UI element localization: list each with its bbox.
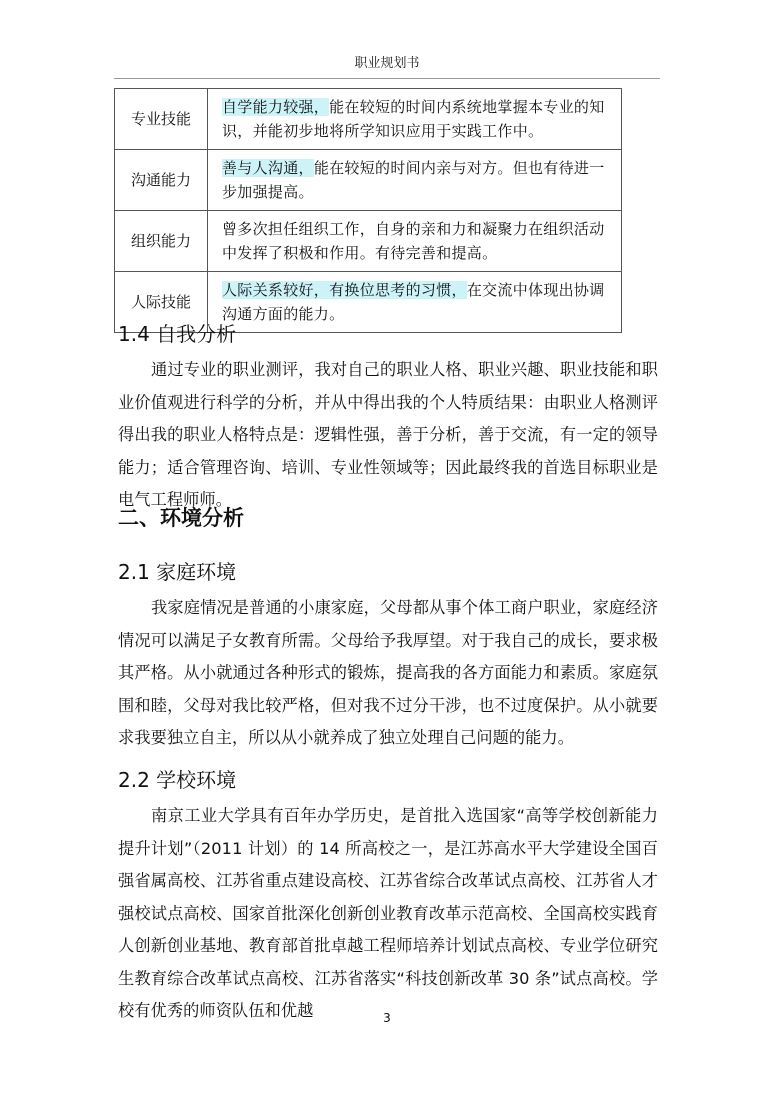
paragraph-school-environment: 南京工业大学具有百年办学历史，是首批入选国家“高等学校创新能力提升计划”（2011 计划）的 14 所高校之一，是江苏高水平大学建设全国百强省属高校、江苏省重点建设高校、江苏省综合改革试点高校、江苏省人才强校试点高校、国家首批深化创新创业教育改革示范高校、全国高校实践育人创新创业基地、教育部首批卓越工程师培养计划试点高校、专业学位研究生教育综合改革试点高校、江苏省落实“科技创新改革 30 条”试点高校。学校有优秀的师资队伍和优越 — [118, 806, 658, 1020]
page-number: 3 — [383, 1011, 391, 1025]
row-text: 能在较短的时间内亲与对方。但也有待进一步加强提高。 — [222, 159, 605, 201]
section-heading-2-2: 2.2 学校环境 — [118, 768, 237, 792]
row-description — [208, 211, 622, 272]
paragraph-self-analysis: 通过专业的职业测评，我对自己的职业人格、职业兴趣、职业技能和职业价值观进行科学的分析，并从中得出我的个人特质结果：由职业人格测评得出我的职业人格特点是：逻辑性强，善于分析，善于交流，有一定的领导能力；适合管理咨询、培训、专业性领域等；因此最终我的首选目标职业是电气工程师师。 — [118, 360, 658, 509]
table-row — [115, 89, 622, 150]
section-heading-1-4: 1.4 自我分析 — [118, 322, 237, 346]
section-heading-2-1: 2.1 家庭环境 — [118, 560, 237, 584]
row-label: 组织能力 — [115, 211, 208, 272]
row-description — [208, 150, 622, 211]
row-label: 人际技能 — [115, 272, 208, 333]
running-header: 职业规划书 — [354, 56, 420, 71]
paragraph-family-environment: 我家庭情况是普通的小康家庭，父母都从事个体工商户职业，家庭经济情况可以满足子女教育所需。父母给予我厚望。对于我自己的成长，要求极其严格。从小就通过各种形式的锻炼，提高我的各方面能力和素质。家庭氛围和睦，父母对我比较严格，但对我不过分干涉，也不过度保护。从小就要求我要独立自主，所以从小就养成了独立处理自己问题的能力。 — [118, 598, 658, 747]
chapter-heading-environment: 二、环境分析 — [118, 506, 244, 530]
highlighted-text: 人际关系较好，有换位思考的习惯， — [222, 281, 467, 299]
highlighted-text: 自学能力较强， — [222, 98, 330, 116]
row-text: 在交流中体现出协调沟通方面的能力。 — [222, 281, 605, 323]
header-rule — [114, 78, 660, 79]
row-text: 曾多次担任组织工作，自身的亲和力和凝聚力在组织活动中发挥了积极和作用。有待完善和提高。 — [222, 220, 605, 262]
row-text: 能在较短的时间内系统地掌握本专业的知识，并能初步地将所学知识应用于实践工作中。 — [222, 98, 605, 140]
table-row — [115, 150, 622, 211]
row-description — [208, 272, 622, 333]
highlighted-text: 善与人沟通， — [222, 159, 314, 177]
table-row — [115, 211, 622, 272]
row-description — [208, 89, 622, 150]
skills-table — [114, 88, 622, 333]
row-label: 沟通能力 — [115, 150, 208, 211]
row-label: 专业技能 — [115, 89, 208, 150]
